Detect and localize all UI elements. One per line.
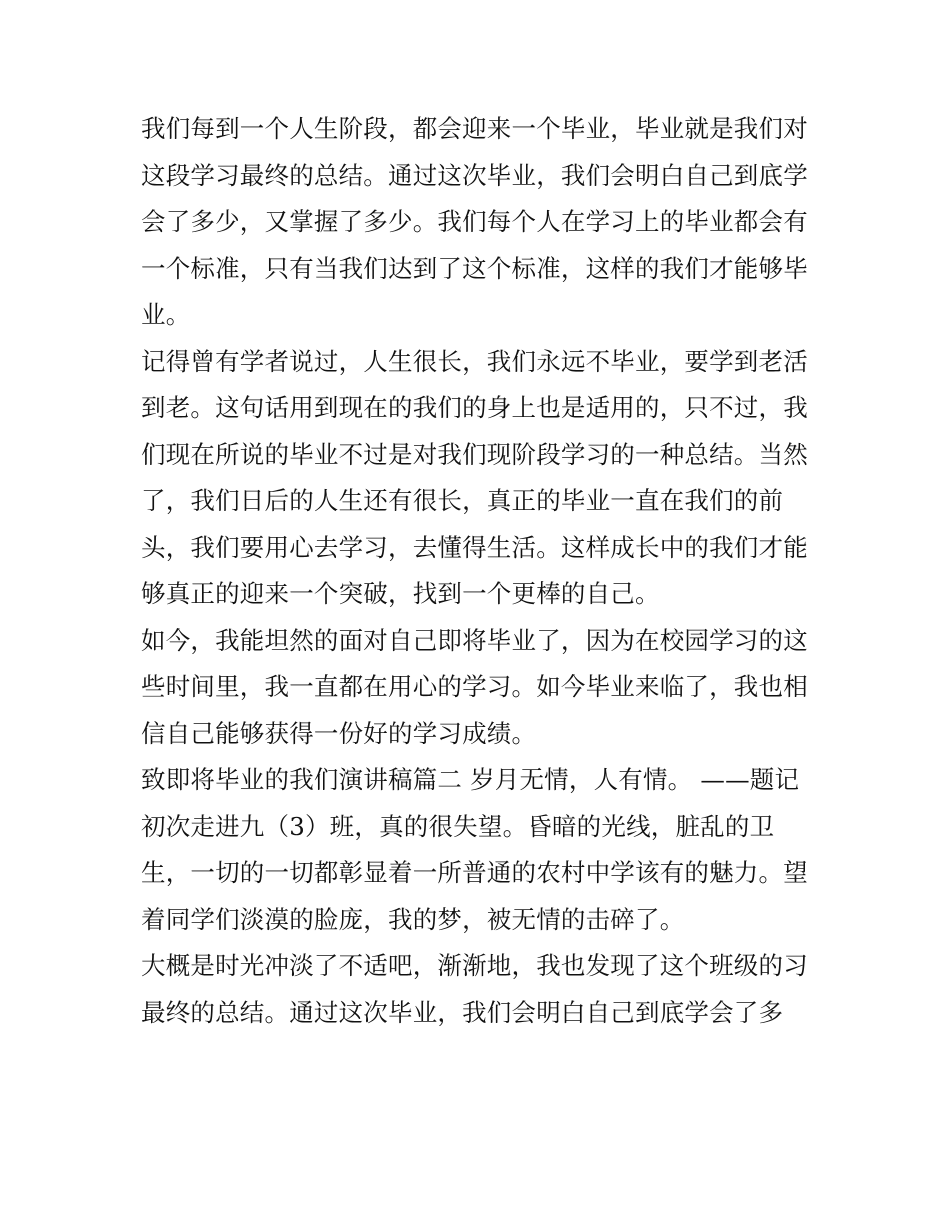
text-line: 如今，我能坦然的面对自己即将毕业了，因为在校园学习的这 bbox=[141, 625, 808, 655]
text-line: 我们每到一个人生阶段，都会迎来一个毕业，毕业就是我们对 bbox=[141, 114, 808, 143]
text-line: 会了多少，又掌握了多少。我们每个人在学习上的毕业都会有 bbox=[141, 207, 808, 236]
document-body bbox=[141, 106, 813, 1036]
text-line: 业。 bbox=[141, 300, 191, 329]
text-line: 着同学们淡漠的脸庞，我的梦，被无情的击碎了。 bbox=[141, 904, 685, 934]
text-line: 够真正的迎来一个突破，找到一个更棒的自己。 bbox=[141, 579, 660, 608]
text-line: 记得曾有学者说过，人生很长，我们永远不毕业，要学到老活 bbox=[141, 346, 808, 376]
text-line: 们现在所说的毕业不过是对我们现阶段学习的一种总结。当然 bbox=[141, 439, 808, 469]
text-line: 这段学习最终的总结。通过这次毕业，我们会明白自己到底学 bbox=[141, 160, 808, 190]
text-line: 初次走进九（3）班，真的很失望。昏暗的光线，脏乱的卫 bbox=[141, 811, 775, 841]
text-line: 致即将毕业的我们演讲稿篇二 岁月无情，人有情。 ——题记 bbox=[141, 765, 800, 794]
text-line: 些时间里，我一直都在用心的学习。如今毕业来临了，我也相 bbox=[141, 672, 808, 701]
text-line: 最终的总结。通过这次毕业，我们会明白自己到底学会了多 bbox=[141, 997, 784, 1027]
text-line: 头，我们要用心去学习，去懂得生活。这样成长中的我们才能 bbox=[141, 532, 808, 562]
text-line: 到老。这句话用到现在的我们的身上也是适用的，只不过，我 bbox=[141, 393, 808, 422]
text-line: 一个标准，只有当我们达到了这个标准，这样的我们才能够毕 bbox=[141, 253, 808, 283]
text-line: 了，我们日后的人生还有很长，真正的毕业一直在我们的前 bbox=[141, 486, 784, 515]
text-line: 信自己能够获得一份好的学习成绩。 bbox=[141, 718, 537, 748]
text-line: 大概是时光冲淡了不适吧，渐渐地，我也发现了这个班级的习 bbox=[141, 951, 808, 980]
text-line: 生，一切的一切都彰显着一所普通的农村中学该有的魅力。望 bbox=[141, 858, 808, 887]
